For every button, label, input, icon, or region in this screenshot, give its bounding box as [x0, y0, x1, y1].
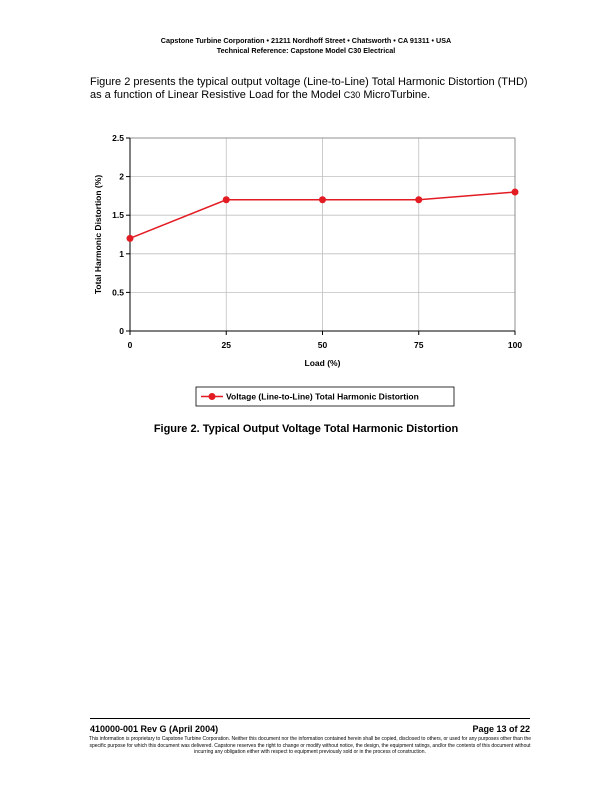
footer-proprietary-notice: This information is proprietary to Capstone Turbine Corporation. Neither this document nor the information contained herein shall be copied, disclosed to others, or used for any purposes other than the specific purpose for which this document was delivered. Capstone reserves the right to change or modify without notice, the design, the equipment ratings, and/or the contents of this document without incurring any obligation either with respect to equipment previously sold or in the process of construction.: [88, 736, 532, 755]
footer-page-number: Page 13 of 22: [472, 724, 530, 734]
footer-divider: [90, 718, 530, 719]
x-tick-label: 0: [127, 340, 133, 350]
data-point: [127, 235, 134, 242]
x-axis-title: Load (%): [304, 358, 341, 368]
data-point: [512, 189, 519, 196]
x-tick-label: 25: [221, 340, 231, 350]
data-point: [415, 196, 422, 203]
x-tick-label: 100: [507, 340, 523, 350]
header-reference-line: Technical Reference: Capstone Model C30 Electrical: [216, 45, 396, 55]
y-tick-label: 2: [119, 171, 124, 182]
legend-marker-swatch: [209, 393, 216, 400]
y-tick-label: 2.5: [112, 133, 124, 143]
y-tick-label: 0: [119, 326, 124, 336]
y-tick-label: 0.5: [112, 287, 124, 298]
y-tick-label: 1.5: [112, 210, 124, 221]
header-company-line: Capstone Turbine Corporation • 21211 Nordhoff Street • Chatsworth • CA 91311 • USA: [160, 36, 452, 45]
data-point: [319, 196, 326, 203]
data-point: [223, 196, 230, 203]
x-tick-label: 50: [317, 340, 328, 350]
y-tick-label: 1: [119, 248, 124, 259]
y-axis-title: Total Harmonic Distortion (%): [93, 174, 103, 295]
footer-doc-id: 410000-001 Rev G (April 2004): [90, 724, 219, 734]
legend-label: Voltage (Line-to-Line) Total Harmonic Distortion: [226, 391, 419, 402]
intro-model: C30: [343, 90, 361, 100]
figure-caption: Figure 2. Typical Output Voltage Total Harmonic Distortion: [153, 423, 459, 435]
intro-text-start: Figure 2 presents the typical output voltage (Line-to-Line) Total Harmonic Distortion (THD) as a function of Linear Resistive Load for the Model: [90, 76, 528, 101]
intro-text-end: MicroTurbine.: [360, 89, 431, 101]
x-tick-label: 75: [414, 340, 424, 350]
